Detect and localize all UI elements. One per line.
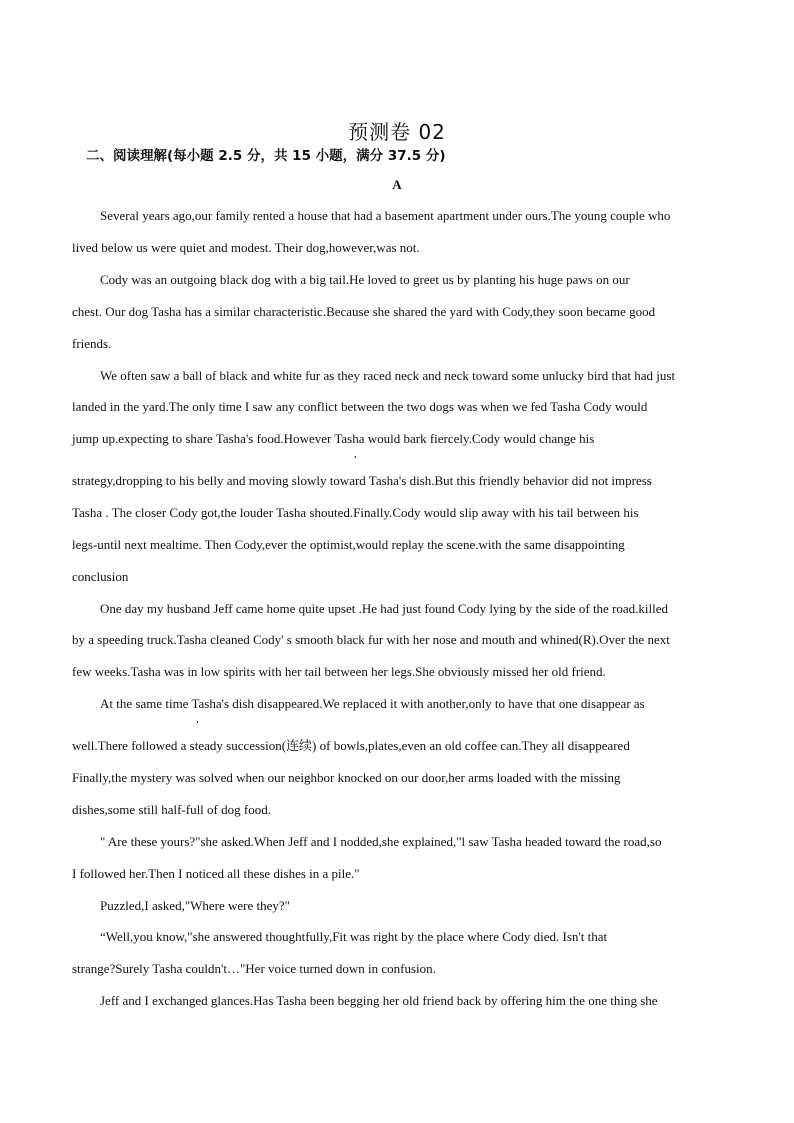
paragraph-line: strange?Surely Tasha couldn't…"Her voice turned down in confusion. — [72, 961, 436, 976]
paragraph-line: conclusion — [72, 569, 129, 584]
paragraph-line: Cody was an outgoing black dog with a big tail.He loved to greet us by planting his huge paws on our — [100, 272, 630, 287]
stray-comma-mark: , — [354, 448, 357, 460]
paragraph-line: by a speeding truck.Tasha cleaned Cody' s smooth black fur with her nose and mouth and whined(R).Over the next — [72, 632, 670, 647]
paragraph-line: " Are these yours?"she asked.When Jeff and I nodded,she explained,"l saw Tasha headed toward the road,so — [100, 834, 662, 849]
paragraph-line: I followed her.Then I noticed all these dishes in a pile." — [72, 866, 360, 881]
paragraph-line: “Well,you know,"she answered thoughtfully,Fit was right by the place where Cody died. Isn't that — [100, 929, 608, 944]
paragraph-line: We often saw a ball of black and white fur as they raced neck and neck toward some unlucky bird that had just — [100, 368, 676, 383]
paragraph-line: Jeff and I exchanged glances.Has Tasha been begging her old friend back by offering him the one thing she — [100, 993, 658, 1008]
paragraph-line: legs-until next mealtime. Then Cody,ever the optimist,would replay the scene.with the same disappointing — [72, 537, 625, 552]
paragraph-line: At the same time Tasha's dish disappeared.We replaced it with another,only to have that one disappear as — [100, 696, 645, 711]
paragraph-line: Tasha . The closer Cody got,the louder Tasha shouted.Finally.Cody would slip away with his tail between his — [72, 505, 639, 520]
paragraph-line: well.There followed a steady succession(连续) of bowls,plates,even an old coffee can.They all disappeared — [72, 738, 630, 753]
paragraph-line: Finally,the mystery was solved when our neighbor knocked on our door,her arms loaded with the missing — [72, 770, 621, 785]
section-heading: 二、阅读理解(每小题 2.5 分，共 15 小题，满分 37.5 分) — [86, 148, 446, 164]
stray-comma-mark: , — [196, 713, 199, 725]
page-title: 预测卷 02 — [348, 120, 446, 145]
paragraph-line: lived below us were quiet and modest. Their dog,however,was not. — [72, 240, 420, 255]
paragraph-line: few weeks.Tasha was in low spirits with her tail between her legs.She obviously missed her old friend. — [72, 664, 606, 679]
paragraph-line: One day my husband Jeff came home quite upset .He had just found Cody lying by the side of the road.killed — [100, 601, 669, 616]
paragraph-line: friends. — [72, 336, 112, 351]
paragraph-line: landed in the yard.The only time I saw any conflict between the two dogs was when we fed Tasha Cody would — [72, 399, 648, 414]
paragraph-line: Puzzled,I asked,"Where were they?" — [100, 898, 290, 913]
paragraph-line: dishes,some still half-full of dog food. — [72, 802, 271, 817]
passage-label: A — [392, 177, 402, 192]
paragraph-line: Several years ago,our family rented a house that had a basement apartment under ours.The young couple who — [100, 208, 671, 223]
paragraph-line: strategy,dropping to his belly and moving slowly toward Tasha's dish.But this friendly behavior did not impress — [72, 473, 652, 488]
paragraph-line: jump up.expecting to share Tasha's food.However Tasha would bark fiercely.Cody would change his — [72, 431, 595, 446]
paragraph-line: chest. Our dog Tasha has a similar characteristic.Because she shared the yard with Cody,they soon became good — [72, 304, 656, 319]
